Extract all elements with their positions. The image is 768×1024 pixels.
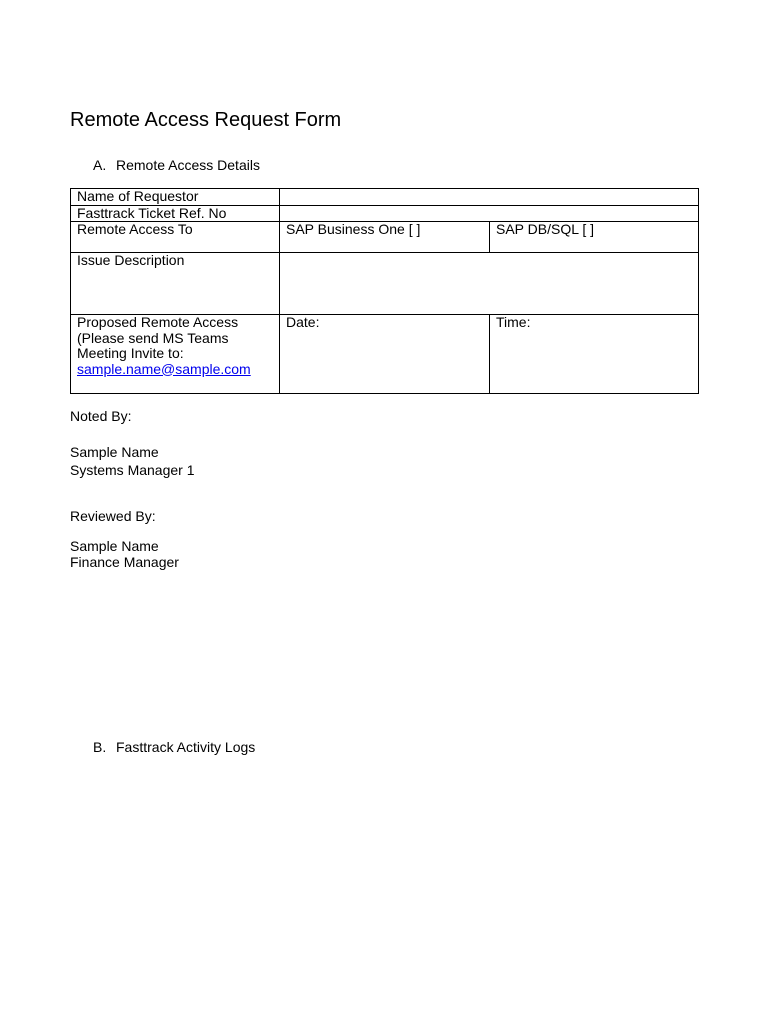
section-b-marker: B.	[93, 739, 107, 755]
date-field[interactable]: Date:	[280, 315, 490, 394]
time-field[interactable]: Time:	[490, 315, 699, 394]
sap-business-one-option[interactable]: SAP Business One [ ]	[280, 222, 490, 253]
remote-access-details-table	[70, 188, 699, 394]
email-link[interactable]: sample.name@sample.com	[77, 360, 251, 377]
issue-description-field[interactable]	[280, 253, 699, 315]
sap-db-sql-option[interactable]: SAP DB/SQL [ ]	[490, 222, 699, 253]
noted-by-name: Sample Name	[70, 444, 159, 460]
requestor-value-field[interactable]	[280, 189, 699, 206]
proposed-line-1: Proposed Remote Access	[77, 314, 239, 330]
proposed-line-3: Meeting Invite to:	[77, 345, 184, 361]
section-b-heading	[93, 739, 255, 756]
proposed-access-row	[71, 315, 699, 394]
noted-by-position: Systems Manager 1	[70, 462, 195, 478]
noted-by-label: Noted By:	[70, 408, 132, 424]
proposed-line-2: (Please send MS Teams	[77, 329, 229, 346]
requestor-label: Name of Requestor	[71, 189, 280, 206]
ticket-value-field[interactable]	[280, 205, 699, 222]
section-a-title: Remote Access Details	[116, 157, 260, 173]
requestor-row	[71, 189, 699, 206]
ticket-row	[71, 205, 699, 222]
section-b-title: Fasttrack Activity Logs	[116, 739, 256, 755]
issue-label: Issue Description	[71, 253, 280, 315]
page-title: Remote Access Request Form	[70, 109, 342, 131]
reviewed-by-label: Reviewed By:	[70, 508, 156, 524]
remote-access-label: Remote Access To	[71, 222, 280, 253]
reviewed-by-position: Finance Manager	[70, 554, 179, 570]
reviewed-by-name: Sample Name	[70, 538, 159, 554]
section-a-heading	[93, 157, 260, 174]
issue-row	[71, 253, 699, 315]
ticket-label: Fasttrack Ticket Ref. No	[71, 205, 280, 222]
section-a-marker: A.	[93, 157, 107, 173]
proposed-access-cell	[71, 315, 280, 394]
remote-access-row	[71, 222, 699, 253]
